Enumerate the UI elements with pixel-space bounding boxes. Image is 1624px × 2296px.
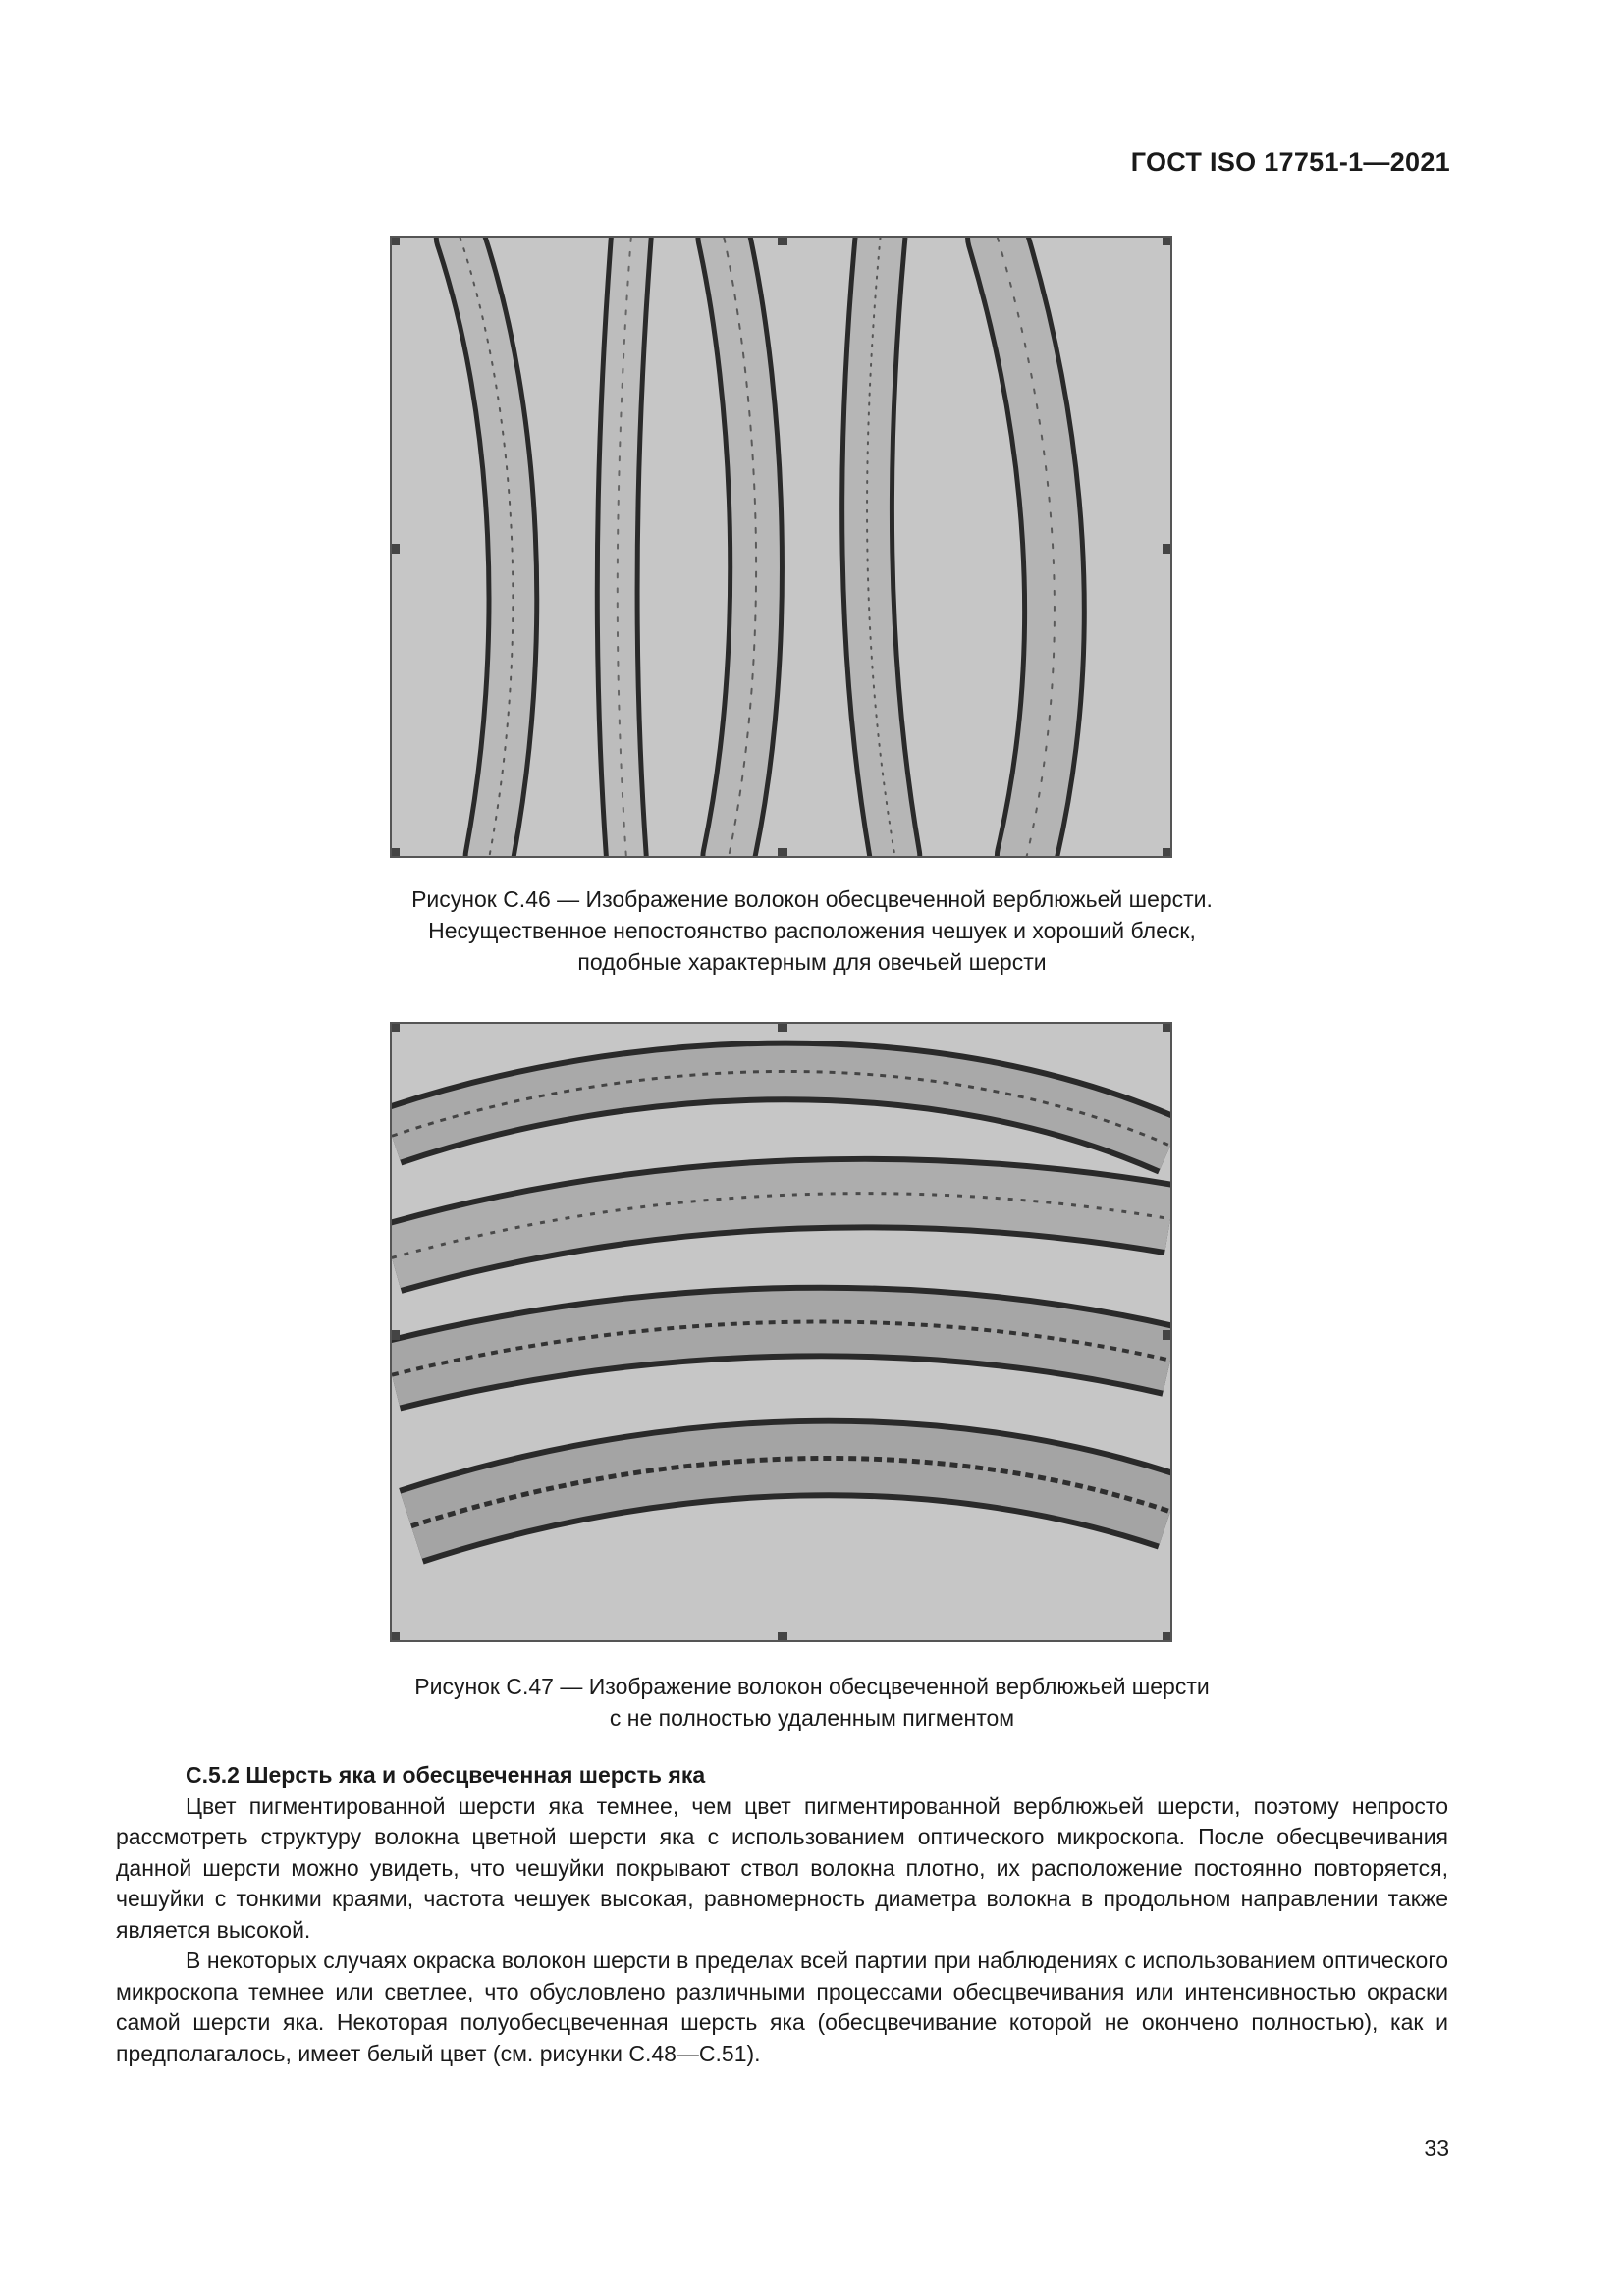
resize-handle [778, 848, 787, 858]
resize-handle [1163, 236, 1172, 245]
document-standard-header: ГОСТ ISO 17751-1—2021 [1130, 147, 1450, 177]
resize-handle [778, 236, 787, 245]
caption-line: Рисунок С.46 — Изображение волокон обесцвеченной верблюжьей шерсти. [411, 886, 1213, 912]
section-heading: С.5.2 Шерсть яка и обесцвеченная шерсть яка [186, 1762, 706, 1788]
caption-line: Рисунок С.47 — Изображение волокон обесцвеченной верблюжьей шерсти [414, 1674, 1210, 1699]
resize-handle [1163, 1022, 1172, 1032]
camel-fibres-horizontal-image [392, 1024, 1170, 1640]
figure-c46-micrograph [390, 236, 1172, 858]
resize-handle [390, 1022, 400, 1032]
body-paragraph: Цвет пигментированной шерсти яка темнее, чем цвет пигментированной верблюжьей шерсти, поэтому непросто рассмотреть структуру волокна цветной шерсти яка с использованием оптического микроскопа. После обесцвечивания данной шерсти можно увидеть, что чешуйки покрывают ствол волокна плотно, их расположение постоянно повторяется, чешуйки с тонкими краями, частота чешуек высокая, равномерность диаметра волокна в продольном направлении также является высокой. [116, 1792, 1448, 1943]
resize-handle [778, 1022, 787, 1032]
caption-line: Несущественное непостоянство расположения чешуек и хороший блеск, [428, 918, 1196, 943]
resize-handle [1163, 1330, 1172, 1340]
resize-handle [1163, 848, 1172, 858]
resize-handle [390, 544, 400, 554]
resize-handle [390, 236, 400, 245]
section-c52 [116, 1760, 1448, 2069]
resize-handle [1163, 1632, 1172, 1642]
caption-line: с не полностью удаленным пигментом [609, 1705, 1015, 1731]
camel-fibres-vertical-image [392, 238, 1170, 856]
figure-c47-caption [196, 1671, 1428, 1734]
page-number: 33 [1424, 2135, 1449, 2161]
figure-c46-caption [196, 883, 1428, 978]
caption-line: подобные характерным для овечьей шерсти [577, 949, 1047, 975]
body-paragraph: В некоторых случаях окраска волокон шерсти в пределах всей партии при наблюдениях с использованием оптического микроскопа темнее или светлее, что обусловлено различными процессами обесцвечивания или интенсивностью окраски самой шерсти яка. Некоторая полуобесцвеченная шерсть яка (обесцвечивание которой не окончено полностью), как и предполагалось, имеет белый цвет (см. рисунки С.48—С.51). [116, 1948, 1448, 2066]
resize-handle [778, 1632, 787, 1642]
resize-handle [390, 848, 400, 858]
resize-handle [390, 1330, 400, 1340]
resize-handle [1163, 544, 1172, 554]
resize-handle [390, 1632, 400, 1642]
figure-c47-micrograph [390, 1022, 1172, 1642]
